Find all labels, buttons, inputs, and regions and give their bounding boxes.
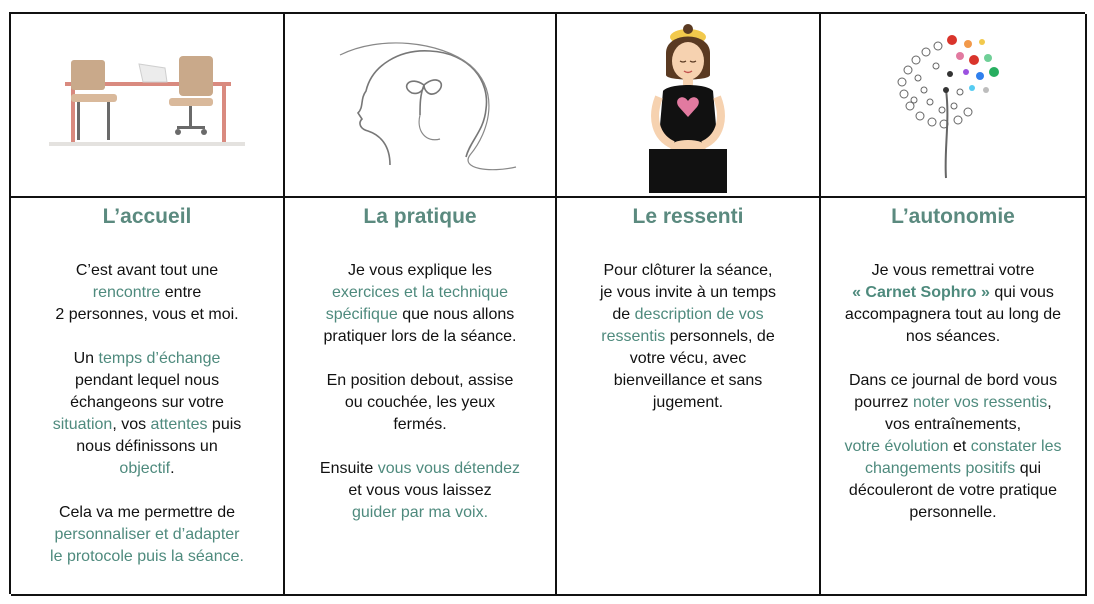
body-text: , [1047,394,1052,411]
body-text: votre vécu, avec [629,350,747,367]
paragraph [17,502,277,568]
paragraph [291,370,549,436]
text-cell-pratique [285,198,557,596]
body-text: Je vous remettrai votre [871,262,1035,279]
paragraph [563,260,813,414]
body-text: accompagnera tout au long de [844,306,1062,323]
body-text: personnelle. [909,504,997,521]
paragraph [827,370,1079,524]
body-text: C’est avant tout une [75,262,219,279]
body-text: qui vous [989,284,1054,301]
body-text: . [170,460,175,477]
paragraph-gap [291,436,549,458]
body-text: Dans ce journal de bord vous [848,372,1058,389]
text-cell-ressenti [557,198,821,596]
body-text: et vous vous laissez [348,482,492,499]
paragraph [17,260,277,326]
paragraph-gap [291,348,549,370]
body-text: et [948,438,971,455]
body-text: Pour clôturer la séance, [603,262,773,279]
body-text: Un [73,350,99,367]
body-text: je vous invite à un temps [599,284,777,301]
body-text: pendant lequel nous [74,372,220,389]
body-text: qui [1015,460,1042,477]
body-text: Ensuite [319,460,378,477]
highlight-text: personnaliser et d’adapter [54,526,240,543]
body-text: vos entraînements, [884,416,1022,433]
highlight-text: spécifique [325,306,398,323]
highlight-text: attentes [150,416,208,433]
paragraph-gap [827,348,1079,370]
body-autonomie [827,260,1079,524]
body-text: 2 personnes, vous et moi. [55,306,239,323]
image-cell-accueil [11,14,285,198]
body-text: ou couchée, les yeux [344,394,496,411]
body-text: puis [207,416,242,433]
paragraph [291,260,549,348]
office-desk-icon [47,50,247,160]
highlight-text: vous vous détendez [377,460,521,477]
body-text: En position debout, assise [326,372,514,389]
body-text: bienveillance et sans [613,372,763,389]
body-text: de [612,306,635,323]
body-text: Je vous explique les [347,262,493,279]
body-text: jugement. [652,394,724,411]
image-cell-pratique [285,14,557,198]
body-pratique [291,260,549,524]
paragraph-gap [17,480,277,502]
body-text: fermés. [393,416,447,433]
bold-highlight-text: « Carnet Sophro » [852,284,990,301]
highlight-text: rencontre [92,284,161,301]
highlight-text: guider par ma voix. [351,504,489,521]
title-accueil: L’accueil [102,205,192,228]
body-text: pratiquer lors de la séance. [323,328,517,345]
body-text: entre [160,284,202,301]
highlight-text: votre évolution [844,438,949,455]
body-text: échangeons sur votre [70,394,224,411]
body-text: , vos [112,416,151,433]
body-text: nous définissons un [76,438,218,455]
text-cell-autonomie [821,198,1087,596]
highlight-text: exercices et la technique [331,284,509,301]
body-text: personnels, de [665,328,775,345]
paragraph [827,260,1079,348]
dandelion-icon [888,30,1018,180]
highlight-text: noter vos ressentis [912,394,1048,411]
highlight-text: constater les [970,438,1062,455]
highlight-text: situation [52,416,113,433]
body-text: découleront de votre pratique [848,482,1058,499]
highlight-text: temps d’échange [98,350,221,367]
info-table [9,12,1085,594]
body-ressenti [563,260,813,414]
title-ressenti: Le ressenti [632,205,744,228]
highlight-text: objectif [119,460,171,477]
meditating-woman-icon [633,17,743,193]
paragraph [17,348,277,480]
head-sprout-icon [320,35,520,175]
body-text: que nous allons [397,306,515,323]
title-pratique: La pratique [363,205,477,228]
body-text: Cela va me permettre de [58,504,236,521]
text-cell-accueil [11,198,285,596]
highlight-text: changements positifs [864,460,1016,477]
body-text: pourrez [854,394,913,411]
body-text: nos séances. [905,328,1001,345]
image-cell-ressenti [557,14,821,198]
title-autonomie: L’autonomie [891,205,1015,228]
image-cell-autonomie [821,14,1087,198]
highlight-text: le protocole puis la séance. [50,548,244,565]
paragraph [291,458,549,524]
highlight-text: description de vos [634,306,764,323]
highlight-text: ressentis [601,328,666,345]
paragraph-gap [17,326,277,348]
body-accueil [17,260,277,568]
